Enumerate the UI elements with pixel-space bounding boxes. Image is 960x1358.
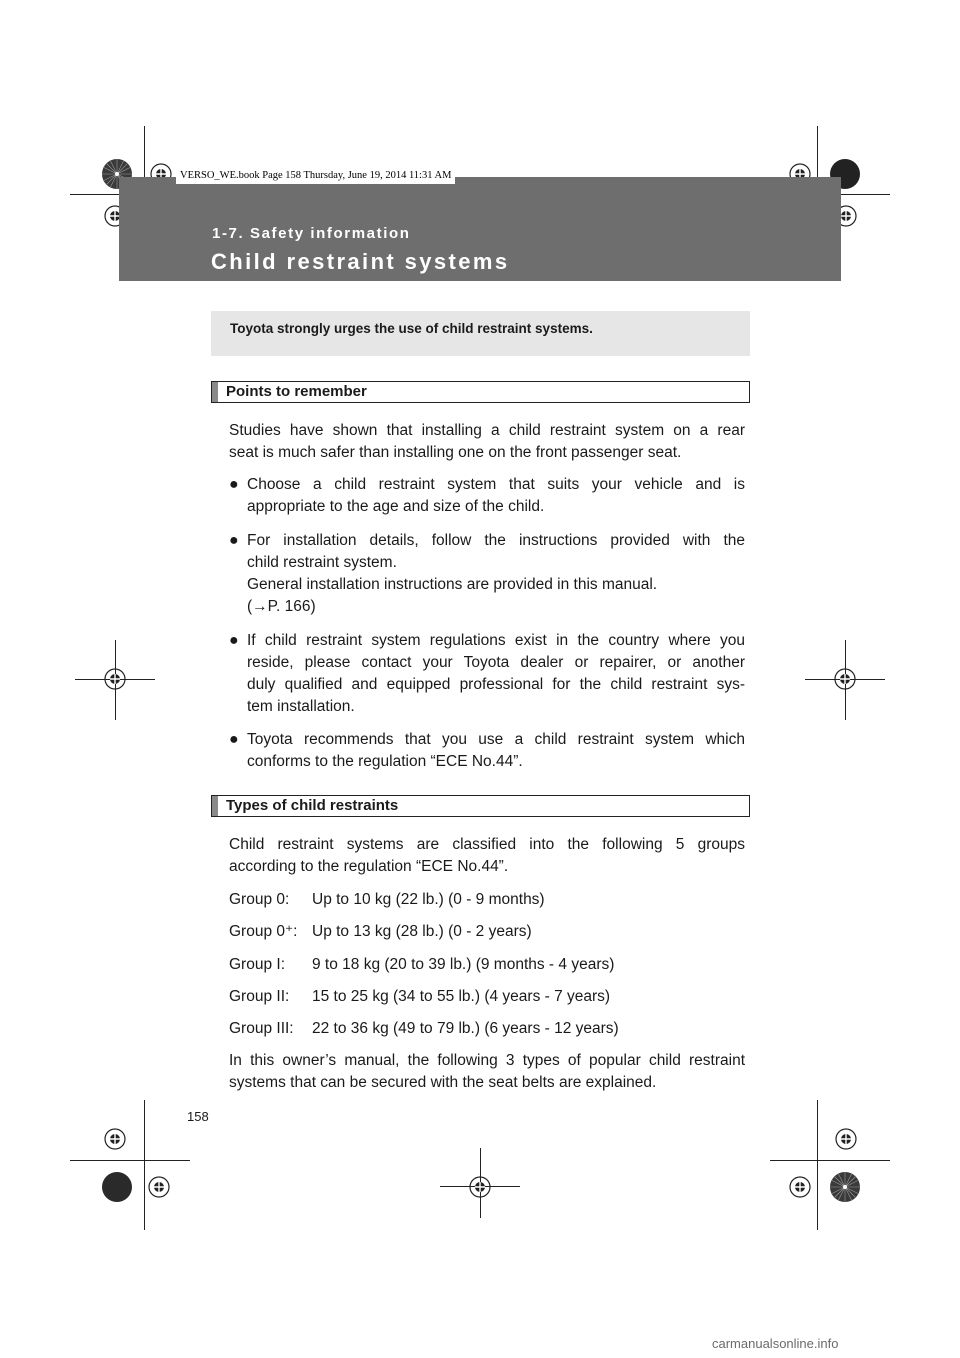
- group-desc: Up to 13 kg (28 lb.) (0 - 2 years): [312, 923, 532, 940]
- registration-mark-icon: [98, 1122, 132, 1156]
- group-label: Group III:: [229, 1020, 294, 1037]
- subheading-points-to-remember: [211, 381, 750, 403]
- bullet-line: duly qualified and equipped professional for the child restraint sys-: [247, 676, 745, 693]
- bullet-line: General installation instructions are provided in this manual.: [247, 576, 658, 593]
- bullet-line: tem installation.: [247, 698, 355, 715]
- page-title: Child restraint systems: [211, 249, 510, 274]
- paragraph-line: In this owner’s manual, the following 3 types of popular child restraint: [229, 1052, 745, 1069]
- group-desc: 15 to 25 kg (34 to 55 lb.) (4 years - 7 years): [312, 988, 611, 1005]
- subheading-text: Points to remember: [226, 383, 367, 400]
- registration-mark-icon: [783, 1170, 817, 1204]
- intro-text: Toyota strongly urges the use of child restraint systems.: [230, 321, 593, 336]
- paragraph-line: Studies have shown that installing a child restraint system on a rear: [229, 422, 745, 439]
- bullet-line: If child restraint system regulations exist in the country where you: [247, 632, 745, 649]
- section-label: 1-7. Safety information: [212, 225, 411, 242]
- bullet-line: reside, please contact your Toyota dealer or repairer, or another: [247, 654, 745, 671]
- bullet-icon: ●: [229, 632, 239, 649]
- page-reference-link[interactable]: (→P. 166): [247, 598, 316, 615]
- group-label: Group II:: [229, 988, 290, 1005]
- starburst-wheel-icon: [100, 1170, 134, 1204]
- registration-mark-icon: [98, 662, 132, 696]
- bullet-line: Toyota recommends that you use a child restraint system which: [247, 731, 745, 748]
- starburst-wheel-icon: [828, 1170, 862, 1204]
- group-desc: 22 to 36 kg (49 to 79 lb.) (6 years - 12 years): [312, 1020, 619, 1037]
- group-row: [229, 889, 545, 911]
- registration-mark-icon: [142, 1170, 176, 1204]
- page-number: 158: [187, 1109, 209, 1124]
- bullet-line: conforms to the regulation “ECE No.44”.: [247, 753, 523, 770]
- paragraph-line: systems that can be secured with the seat belts are explained.: [229, 1074, 657, 1091]
- group-desc: Up to 10 kg (22 lb.) (0 - 9 months): [312, 891, 545, 908]
- group-row: [229, 921, 532, 943]
- registration-mark-icon: [828, 662, 862, 696]
- bullet-line: For installation details, follow the instructions provided with the: [247, 532, 745, 549]
- subheading-types-of-child-restraints: [211, 795, 750, 817]
- group-row: [229, 954, 614, 976]
- intro-box: [211, 311, 750, 356]
- subheading-bar: [212, 796, 218, 816]
- paragraph-line: Child restraint systems are classified into the following 5 groups: [229, 836, 745, 853]
- footer-watermark[interactable]: carmanualsonline.info: [712, 1336, 839, 1351]
- group-label: Group 0⁺:: [229, 923, 298, 940]
- group-desc: 9 to 18 kg (20 to 39 lb.) (9 months - 4 years): [312, 956, 615, 973]
- bullet-line: child restraint system.: [247, 554, 397, 571]
- bullet-line: Choose a child restraint system that suits your vehicle and is: [247, 476, 745, 493]
- bullet-icon: ●: [229, 476, 239, 493]
- bullet-icon: ●: [229, 731, 239, 748]
- group-label: Group 0:: [229, 891, 290, 908]
- registration-mark-icon: [829, 1122, 863, 1156]
- registration-mark-icon: [463, 1170, 497, 1204]
- paragraph-line: seat is much safer than installing one on the front passenger seat.: [229, 444, 682, 461]
- subheading-bar: [212, 382, 218, 402]
- bullet-line: appropriate to the age and size of the child.: [247, 498, 545, 515]
- bullet-icon: ●: [229, 532, 239, 549]
- book-stamp: VERSO_WE.book Page 158 Thursday, June 19, 2014 11:31 AM: [176, 167, 455, 184]
- paragraph-line: according to the regulation “ECE No.44”.: [229, 858, 509, 875]
- group-label: Group I:: [229, 956, 285, 973]
- subheading-text: Types of child restraints: [226, 797, 399, 814]
- group-row: [229, 986, 610, 1008]
- group-row: [229, 1018, 619, 1040]
